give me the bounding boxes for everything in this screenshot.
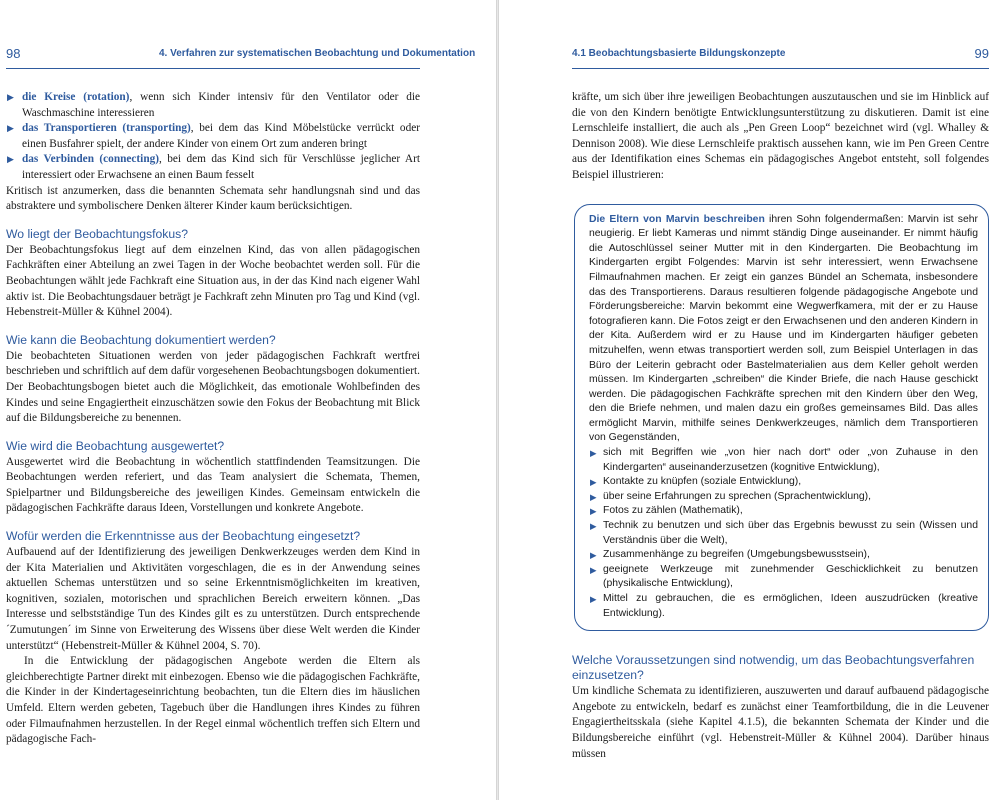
arrow-bullet-icon: ▶ xyxy=(590,594,597,604)
paragraph: Aufbauend auf der Identifizierung des jeweiligen Denkwerkzeuges werden dem Kind in der Kita Materialien und Aktivitäten vorgeschlagen, die es in der Anwendung seines aktuellen Schemas unterstützen und so seine Erkenntnismöglichkeiten im kreativen, kognitiven, sozialen, motorischen und sprachlichen Bereich erweitern können. „Das Interesse und selbstständige Tun des Kindes gilt es zu unterstützen. Durch entsprechende ´Zumutungen´ im Sinne von Erweiterung des Wissens über diese Welt werden die Kinder unterstützt“ (Hebenstreit-Müller & Kühnel 2004, S. 70). xyxy=(6,546,420,652)
example-box xyxy=(574,204,989,632)
section-heading: Wie kann die Beobachtung dokumentiert werden? xyxy=(6,332,276,347)
list-item xyxy=(589,490,978,505)
list-text: , bei dem das Kind Möbelstücke verrückt oder einen Busfahrer spielt, der andere Kinder von einem Ort zum anderen bringt xyxy=(22,122,420,150)
list-item xyxy=(6,121,420,152)
arrow-bullet-icon: ▶ xyxy=(7,154,14,165)
paragraph: Kritisch ist anzumerken, dass die benannten Schemata sehr handlungsnah sind und das abstraktere und symbolischere Denken älterer Kinder kaum berücksichtigen. xyxy=(6,184,420,213)
list-term: das Transportieren (transporting) xyxy=(22,122,191,135)
list-text: Fotos zu zählen (Mathematik), xyxy=(603,505,743,517)
section-heading: Wie wird die Beobachtung ausgewertet? xyxy=(6,438,225,453)
section-heading: Wofür werden die Erkenntnisse aus der Beobachtung eingesetzt? xyxy=(6,529,361,544)
page-number: 98 xyxy=(6,46,21,61)
arrow-bullet-icon: ▶ xyxy=(590,477,597,488)
list-text: Zusammenhänge zu begreifen (Umgebungsbewusstsein), xyxy=(603,549,870,561)
paragraph: kräfte, um sich über ihre jeweiligen Beobachtungen auszutauschen und sie im Hinblick auf die von den Kindern benötigte Entwicklungsunterstützung zu diskutieren. Damit ist eine Lernschleife installiert, die auch als „Pen Green Loop“ bezeichnet wird (vgl. Whalley & Dennison 2008). Wie diese Lernschleife praktisch aussehen kann, wie im Pen Green Centre aus der Identifikation eines Schemas ein pädagogisches Angebot entsteht, soll folgendes Beispiel illustrieren: xyxy=(572,91,989,181)
arrow-bullet-icon: ▶ xyxy=(590,564,597,575)
list-item xyxy=(6,152,420,183)
paragraph: Die beobachteten Situationen werden von jeder pädagogischen Fachkraft wertfrei beschrieben und schriftlich auf dem dafür vorgesehenen Beobachtungsbogen dokumentiert. Der Beobachtungsbogen bietet auch die Möglichkeit, das emotionale Wohlbefinden des Kindes und seine Engagiertheit einzuschätzen sowie den Fokus der Beobachtung mit Blick auf die Bildungsbereiche zu benennen. xyxy=(6,349,420,425)
list-text: Mittel zu gebrauchen, die es ermöglichen, Ideen auszudrücken (kreative Entwicklung). xyxy=(603,593,978,619)
list-item xyxy=(589,504,978,519)
arrow-bullet-icon: ▶ xyxy=(590,448,597,459)
left-body-text xyxy=(6,90,420,748)
left-page xyxy=(0,0,497,800)
arrow-bullet-icon: ▶ xyxy=(590,506,597,517)
right-page xyxy=(499,0,1000,800)
list-text: über seine Erfahrungen zu sprechen (Sprachentwicklung), xyxy=(603,490,872,502)
list-item xyxy=(589,475,978,490)
list-item xyxy=(589,592,978,621)
page-number: 99 xyxy=(974,46,989,61)
schema-list xyxy=(6,90,420,184)
paragraph: Ausgewertet wird die Beobachtung in wöchentlich stattfindenden Teamsitzungen. Die Beobachtungen werden referiert, und das Team analysiert die Schemata, Themen, Spielpartner und Bildungsbereiche des jeweiligen Kindes. Gemeinsam entwickeln die pädagogischen Fachkräfte daraus Ideen, Vorstellungen und konkrete Angebote. xyxy=(6,455,420,515)
list-item xyxy=(6,90,420,121)
example-lead: Die Eltern von Marvin beschreiben xyxy=(589,213,765,225)
list-text: geeignete Werkzeuge mit zunehmender Geschicklichkeit zu benutzen (physikalische Entwicklung), xyxy=(603,563,978,590)
list-text: , wenn sich Kinder intensiv für den Ventilator oder die Waschmaschine interessieren xyxy=(22,91,420,119)
list-text: sich mit Begriffen wie „von hier nach dort“ oder „von Zuhause in den Kindergarten“ auseinanderzusetzen (kognitive Entwicklung), xyxy=(603,447,978,473)
running-head: 4.1 Beobachtungsbasierte Bildungskonzepte xyxy=(572,48,786,59)
example-body: ihren Sohn folgendermaßen: Marvin ist sehr neugierig. Er liebt Kameras und nimmt ständig Dinge auseinander. Er nimmt häufig die Autoschlüssel seiner Mutter mit in den Kindergarten. Die Beobachtung im Kindergarten ergibt Folgendes: Marvin ist sehr interessiert, wenn Erwachsene Filmaufnahmen machen. Er zeigt ein ganzes Bündel an Schemata, insbesondere das des Transportierens. Daraus resultieren folgende pädagogische Angebote und Förderungsbereiche: Marvin bekommt eine Wegwerfkamera, mit der er zu Hause fotografieren kann. Die Fotos zeigt er den Erwachsenen und den anderen Kindern in der Kita. Außerdem wird er zu Hause und im Kindergarten häufiger gebeten mitzuhelfen, wenn etwas transportiert werden soll, zum Beispiel Unterlagen in das Büro der Leiterin gebracht oder Bastelmaterialien aus dem Keller geholt werden müssen. Im Kindergarten „schreiben“ die Kinder Briefe, die nach Hause geschickt werden. Die pädagogischen Fachkräfte sprechen mit den Kindern über den Weg, den die Briefe nehmen, und malen dazu ein großes gemeinsames Bild. Das alles ermöglicht Marvin, mithilfe seines Denkwerkzeuges, nämlich dem Transportieren von Gegenständen, xyxy=(589,213,978,444)
development-list xyxy=(589,446,978,621)
list-item xyxy=(589,519,978,548)
arrow-bullet-icon: ▶ xyxy=(7,123,14,134)
arrow-bullet-icon: ▶ xyxy=(590,491,597,502)
paragraph: Der Beobachtungsfokus liegt auf dem einzelnen Kind, das von allen pädagogischen Fachkräften einer Abteilung an zwei Tagen in der Woche beobachtet werden soll. Für die Beobachtungen wählt jede Fachkraft eine Situation aus, in der das Kind nach eigener Wahl aktiv ist. Die Beobachtungsdauer beträgt je Fachkraft zehn Minuten pro Tag und Kind (vgl. Hebenstreit-Müller & Kühnel 2004). xyxy=(6,243,420,319)
right-page-header xyxy=(572,46,989,69)
list-text: , bei dem das Kind sich für Verschlüsse jeglicher Art interessiert oder Erwachsene an einen Baum fesselt xyxy=(22,153,420,181)
left-page-header xyxy=(6,46,476,69)
running-head: 4. Verfahren zur systematischen Beobachtung und Dokumentation xyxy=(159,48,476,59)
right-body-text xyxy=(572,90,989,762)
section-heading: Wo liegt der Beobachtungsfokus? xyxy=(6,226,189,241)
list-item xyxy=(589,563,978,592)
arrow-bullet-icon: ▶ xyxy=(590,521,597,532)
paragraph: Um kindliche Schemata zu identifizieren, auszuwerten und darauf aufbauend pädagogische Angebote zu entwickeln, bedarf es zunächst einer Teamfortbildung, die in die Leuvener Engagiertheitsskala (siehe Kapitel 4.1.5), die bekannten Schemata der Kinder und die Bildungsbereiche einführt (vgl. Hebenstreit-Müller & Kühnel 2004). Darüber hinaus müssen xyxy=(572,685,989,760)
list-text: Technik zu benutzen und sich über das Ergebnis bewusst zu sein (Wissen und Verständnis über die Welt), xyxy=(603,520,978,546)
list-item xyxy=(589,548,978,563)
list-item xyxy=(589,446,978,475)
arrow-bullet-icon: ▶ xyxy=(590,550,597,561)
section-heading: Welche Voraussetzungen sind notwendig, um das Beobachtungsverfahren einzusetzen? xyxy=(572,653,975,683)
list-term: das Verbinden (connecting) xyxy=(22,153,160,166)
paragraph: In die Entwicklung der pädagogischen Angebote werden die Eltern als gleichberechtigte Partner direkt mit einbezogen. Ebenso wie die pädagogischen Fachkräfte, die Kinder in der Kindertageseinrichtung beobachten, tun die Eltern dies im häuslichen Umfeld. Eltern werden gebeten, Tagebuch über die Handlungen ihres Kindes zu führen oder Filmaufnahmen herzustellen. In der Regel einmal wöchentlich treffen sich Eltern und pädagogische Fach- xyxy=(6,655,420,746)
list-text: Kontakte zu knüpfen (soziale Entwicklung), xyxy=(603,476,802,488)
arrow-bullet-icon: ▶ xyxy=(7,92,14,102)
list-term: die Kreise (rotation) xyxy=(22,91,130,103)
example-text xyxy=(589,213,978,447)
